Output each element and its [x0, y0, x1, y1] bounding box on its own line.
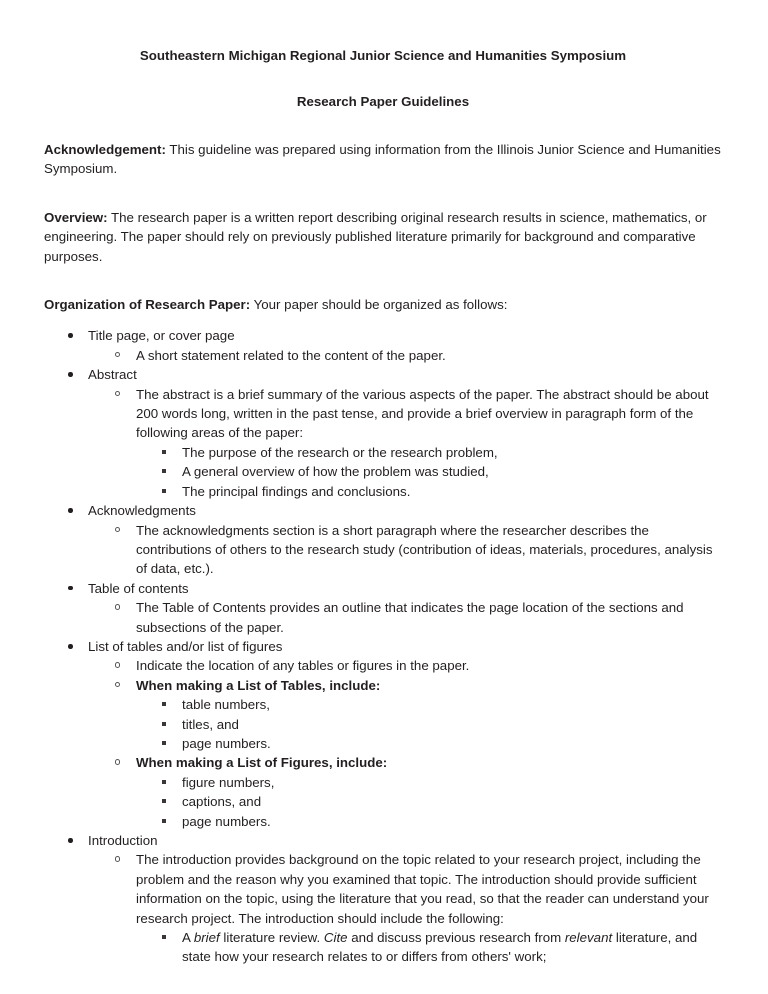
outline-item-figure-page-numbers: [136, 812, 722, 831]
outline-item-abstract-overview: [136, 462, 722, 481]
bullet-square-icon: [162, 702, 166, 706]
outline-list-level-2: [88, 598, 722, 637]
outline-item-text: The abstract is a brief summary of the various aspects of the paper. The abstract should be about 200 words long, written in the past tense, and provide a brief overview in paragraph form of the following areas of the paper:: [136, 386, 709, 441]
bullet-disc-icon: [68, 644, 73, 649]
outline-item-table-numbers: [136, 695, 722, 714]
outline-list-level-2: [88, 385, 722, 501]
outline-item-text: page numbers.: [182, 735, 271, 751]
outline-item-text: Abstract: [88, 367, 137, 383]
outline-item-acknowledgments-detail: [88, 521, 722, 579]
bullet-square-icon: [162, 489, 166, 493]
outline-item-text: Introduction: [88, 833, 158, 848]
outline-item-text: table numbers,: [182, 697, 270, 713]
outline-item-acknowledgments: [44, 501, 722, 579]
bullet-disc-icon: [68, 333, 73, 338]
outline-item-figure-captions: [136, 792, 722, 811]
outline-list-level-1: [44, 326, 722, 966]
italic-run: relevant: [564, 930, 613, 946]
bold-run: Organization of Research Paper:: [44, 297, 251, 313]
overview-paragraph: Overview: The research paper is a written report describing original research results in science, mathematics, or engineering. The paper should rely on previously published literature primarily for background and comparative purposes.: [44, 209, 707, 264]
outline-item-text: The Table of Contents provides an outline that indicates the page location of the sections and subsections of the paper.: [136, 600, 684, 635]
outline-item-text: page numbers.: [182, 813, 271, 829]
outline-item-text: List of tables and/or list of figures: [88, 638, 283, 654]
outline-item-text: The introduction provides background on the topic related to your research project, including the problem and the reason why you examined that topic. The introduction should provide sufficient information on the topic, using the literature that you read, so that the reader can understand your research project. The introduction should include the following:: [136, 852, 709, 926]
outline-item-list-of-figures-include: [88, 753, 722, 831]
bold-run: When making a List of Figures, include:: [136, 755, 388, 771]
bullet-circle-icon: [115, 759, 120, 764]
bullet-square-icon: [162, 469, 166, 473]
bullet-disc-icon: [68, 586, 73, 591]
bullet-square-icon: [162, 722, 166, 726]
outline-item-table-titles: [136, 715, 722, 734]
italic-run: Cite: [323, 930, 348, 946]
outline-item-literature-review: [136, 928, 722, 967]
outline-item-text: A general overview of how the problem was studied,: [182, 464, 489, 480]
organization-paragraph: Organization of Research Paper: Your paper should be organized as follows:: [44, 297, 508, 313]
bullet-square-icon: [162, 741, 166, 745]
bullet-circle-icon: [115, 391, 120, 396]
outline-item-list-of-tables-figures: [44, 637, 722, 831]
page-subtitle: Research Paper Guidelines: [296, 94, 470, 109]
outline-item-abstract-purpose: [136, 443, 722, 462]
bullet-square-icon: [162, 799, 166, 803]
outline-item-abstract-detail: [88, 385, 722, 501]
bullet-circle-icon: [115, 856, 120, 861]
outline-item-abstract-findings: [136, 482, 722, 501]
outline-item-indicate-location: [88, 656, 722, 675]
outline-item-text: A short statement related to the content of the paper.: [136, 347, 446, 363]
intro-paragraphs: [44, 111, 722, 314]
bullet-circle-icon: [115, 662, 120, 667]
acknowledgement-paragraph: Acknowledgement: This guideline was prepared using information from the Illinois Junior Science and Humanities Symposium.: [44, 142, 721, 177]
outline-list-level-2: [88, 850, 722, 966]
outline-item-figure-numbers: [136, 773, 722, 792]
outline-list-level-2: [88, 656, 722, 831]
bullet-disc-icon: [68, 508, 73, 513]
italic-run: brief: [193, 930, 220, 946]
bullet-disc-icon: [68, 838, 73, 843]
outline-item-table-page-numbers: [136, 734, 722, 753]
outline-item-text: The acknowledgments section is a short paragraph where the researcher describes the contributions of others to the research study (contribution of ideas, materials, procedures, analysis of data, etc.).: [136, 522, 713, 577]
outline-item-text: captions, and: [182, 794, 262, 810]
outline-item-text: Acknowledgments: [88, 503, 196, 519]
outline-item-abstract: [44, 365, 722, 501]
outline-item-text: titles, and: [182, 716, 239, 732]
outline-item-introduction: [44, 831, 722, 967]
bullet-square-icon: [162, 935, 166, 939]
bullet-square-icon: [162, 819, 166, 823]
page-title: Southeastern Michigan Regional Junior Science and Humanities Symposium: [139, 48, 627, 63]
bullet-circle-icon: [115, 604, 120, 609]
bold-run: When making a List of Tables, include:: [136, 677, 381, 693]
outline-item-list-of-tables-include: [88, 676, 722, 754]
outline-root: [44, 326, 722, 966]
bullet-square-icon: [162, 780, 166, 784]
outline-item-table-of-contents: [44, 579, 722, 637]
outline-list-level-3: [136, 773, 722, 831]
bullet-circle-icon: [115, 682, 120, 687]
outline-item-text: [136, 753, 722, 772]
outline-list-level-2: [88, 521, 722, 579]
outline-item-text: Table of contents: [88, 580, 189, 596]
outline-item-text: Title page, or cover page: [88, 328, 235, 344]
outline-item-text: figure numbers,: [182, 774, 275, 790]
outline-item-text: A brief literature review. Cite and discuss previous research from relevant literature, and state how your research relates to or differs from others' work;: [182, 930, 698, 965]
outline-item-text: [136, 676, 722, 695]
outline-item-text: Indicate the location of any tables or figures in the paper.: [136, 658, 470, 674]
outline-list-level-2: [88, 346, 722, 365]
outline-item-title-page-detail: [88, 346, 722, 365]
outline-item-text: The principal findings and conclusions.: [182, 483, 411, 499]
outline-item-title-page: [44, 326, 722, 365]
outline-list-level-3: [136, 695, 722, 753]
outline-item-table-of-contents-detail: [88, 598, 722, 637]
bold-run: Overview:: [44, 209, 108, 225]
outline-item-introduction-detail: [88, 850, 722, 966]
bullet-circle-icon: [115, 527, 120, 532]
outline-item-text: The purpose of the research or the research problem,: [182, 444, 498, 460]
outline-list-level-3: [136, 928, 722, 967]
outline-list-level-3: [136, 443, 722, 501]
bullet-square-icon: [162, 450, 166, 454]
bold-run: Acknowledgement:: [44, 142, 166, 157]
bullet-disc-icon: [68, 372, 73, 377]
bullet-circle-icon: [115, 352, 120, 357]
